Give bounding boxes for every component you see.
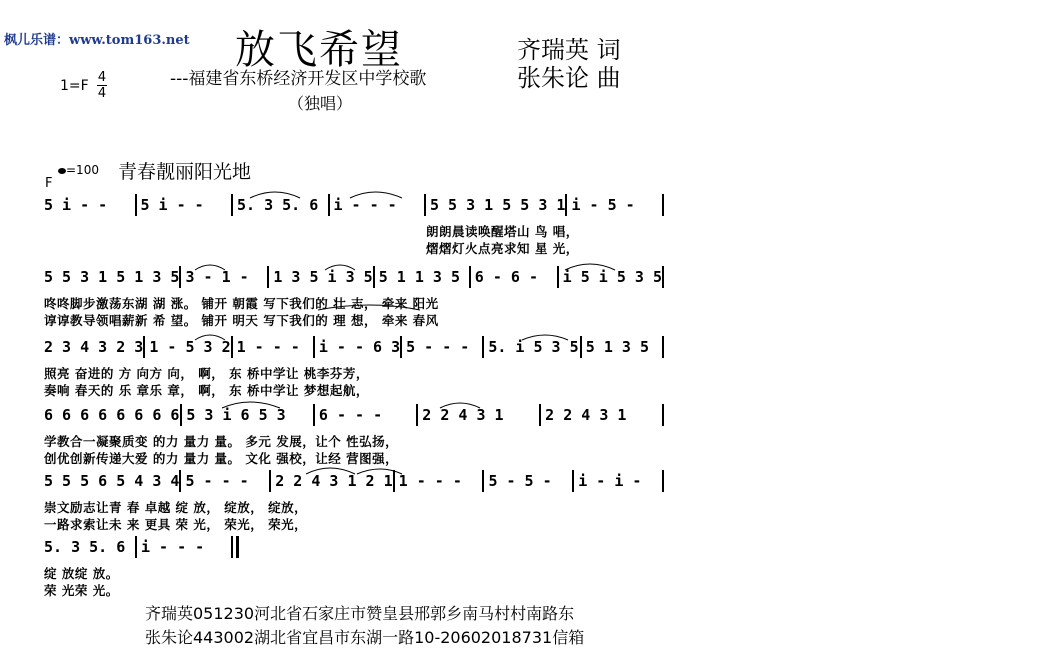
measure: 5 5 3 1 5 5 3 1: [426, 194, 567, 216]
lyric-line-3a: 照亮 奋进的 方 向方 向， 啊， 东 桥中学让 桃李芬芳，: [44, 366, 369, 381]
measure: 5 1 3 5: [582, 336, 664, 358]
lyric-line-1b: 熠熠灯火点亮求知 星 光，: [426, 241, 579, 256]
measure: 1 - - -: [395, 470, 485, 492]
slur: [195, 265, 225, 270]
lyricist-credit: 齐瑞英 词: [517, 36, 621, 64]
lyric-line-5b: 一路求索让未 来 更具 荣 光， 荣光， 荣光，: [44, 517, 308, 532]
lyric-line-4a: 学教合一凝聚质变 的力 量力 量。 多元 发展，让个 性弘扬，: [44, 434, 399, 449]
measure: 2 2 4 3 1: [418, 404, 541, 426]
lyric-line-4b: 创优创新传递大爱 的力 量力 量。 文化 强校，让经 营图强，: [44, 451, 399, 466]
tempo-value: =100: [66, 163, 99, 177]
measure: i - - 6 3: [315, 336, 402, 358]
lyric-line-5a: 崇文励志让青 春 卓越 绽 放， 绽放， 绽放，: [44, 500, 308, 515]
measure: 2 2 4 3 1: [541, 404, 664, 426]
measure: 3 - 1 -: [181, 266, 269, 288]
measure: i - i -: [574, 470, 664, 492]
slur: [357, 469, 402, 474]
slur: [250, 192, 300, 198]
slur: [195, 335, 225, 340]
measure: 5 i - -: [137, 194, 234, 216]
measure: i - 5 -: [567, 194, 664, 216]
lyric-line-6b: 荣 光荣 光。: [44, 583, 119, 598]
measure: 2 2 4 3 1 2 1: [271, 470, 394, 492]
measure: i 5 i 5 3 5: [559, 266, 664, 288]
lyric-line-1a: 朗朗晨读唤醒塔山 鸟 唱，: [426, 224, 579, 239]
measure: 1 - 5 3 2: [145, 336, 232, 358]
lyric-line-2a: 咚咚脚步激荡东湖 湖 涨。 铺开 朝霞 写下我们的 壮 志， 牵来 阳光: [44, 296, 439, 311]
slur: [522, 335, 568, 340]
slur: [565, 264, 615, 270]
measure: 1 - - -: [233, 336, 315, 358]
slur: [325, 265, 355, 270]
measure: 5. i 5 3 5: [484, 336, 581, 358]
song-title: 放飞希望: [235, 27, 403, 73]
performance-type: （独唱）: [288, 94, 353, 113]
measure: i - - -: [330, 194, 427, 216]
measure: 5 - - -: [402, 336, 484, 358]
time-sig-bottom: 4: [97, 86, 107, 101]
measure: 5 5 5 6 5 4 3 4: [44, 472, 180, 490]
measure: 5 3 i 6 5 3: [182, 404, 315, 426]
measure: 1 3 5 i 3 5: [269, 266, 374, 288]
address-line-1: 齐瑞英051230河北省石家庄市赞皇县邢郭乡南马村村南路东: [145, 604, 575, 623]
lyric-line-6a: 绽 放绽 放。: [44, 566, 119, 581]
lyric-line-3b: 奏响 春天的 乐 章乐 章， 啊， 东 桥中学让 梦想起航，: [44, 383, 369, 398]
slur: [306, 468, 355, 474]
measure: 5 - - -: [181, 470, 271, 492]
time-sig-top: 4: [97, 70, 107, 85]
slur: [440, 403, 480, 408]
measure: 5. 3 5. 6: [44, 536, 137, 558]
song-subtitle: ---福建省东桥经济开发区中学校歌: [170, 69, 427, 89]
tempo-text: 青春靓丽阳光地: [118, 161, 252, 183]
f-mark: F: [45, 176, 53, 191]
measure: 6 - 6 -: [471, 266, 559, 288]
slur: [222, 402, 280, 408]
composer-credit: 张朱论 曲: [517, 64, 621, 92]
measure: 6 6 6 6 6 6 6 6: [44, 404, 182, 426]
measure: 5. 3 5. 6: [233, 194, 330, 216]
lyric-line-2b: 谆谆教导领唱薪新 希 望。 铺开 明天 写下我们的 理 想， 牵来 春风: [44, 313, 439, 328]
site-label: 枫儿乐谱：www.tom163.net: [4, 33, 190, 48]
measure: 5 5 3 1 5 1 3 5: [44, 268, 180, 286]
measure: 5 1 1 3 5: [375, 266, 471, 288]
measure: 2 3 4 3 2 3: [44, 338, 144, 356]
measure: 6 - - -: [315, 404, 418, 426]
measure: 5 - 5 -: [484, 470, 574, 492]
key-signature: 1=F: [60, 78, 89, 94]
slur: [350, 192, 402, 198]
measure: 5 i - -: [44, 194, 137, 216]
slur: [318, 305, 420, 310]
address-line-2: 张朱论443002湖北省宜昌市东湖一路10-20602018731信箱: [145, 628, 585, 647]
measure: i - - -: [141, 538, 205, 556]
